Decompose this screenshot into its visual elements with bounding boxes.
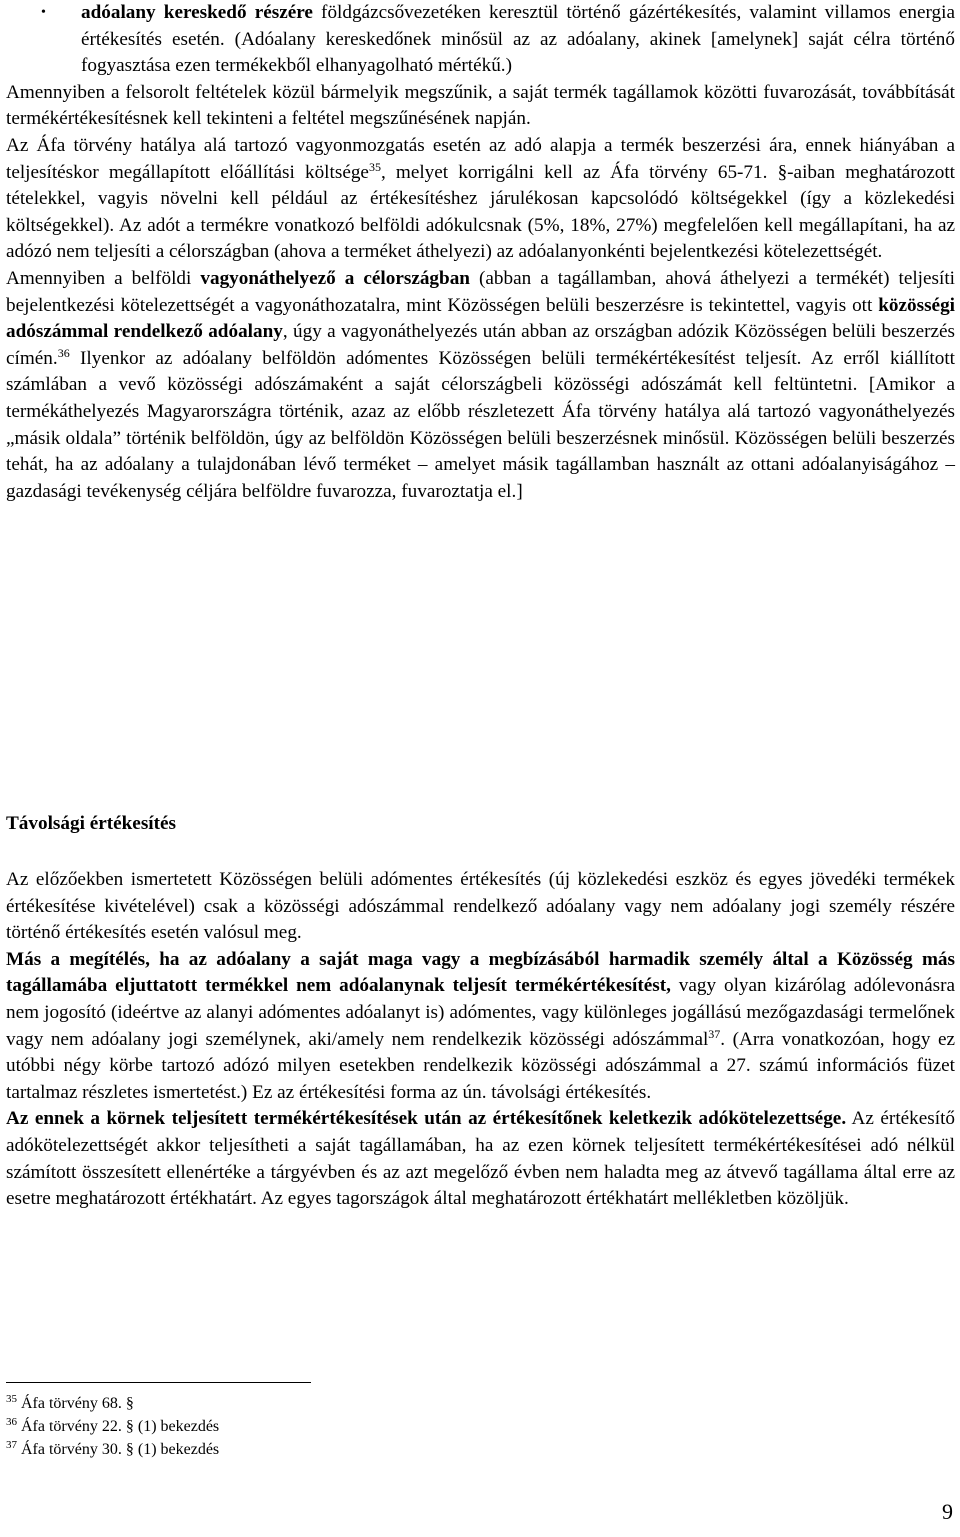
section-continuation [6,0,955,505]
bullet-bold-lead: adóalany kereskedő részére [81,2,313,23]
footnote [6,1438,219,1461]
list-item [6,0,955,80]
section-heading: Távolsági értékesítés [6,813,176,834]
footnote-divider [6,1382,311,1383]
paragraph-5-text-a: vagy olyan kizárólag adólevonásra nem jogosító (ideértve az alanyi adómentes adóalanyt is) adómentes, vagy különleges jogállású mezőgazdasági termelőnek vagy nem adóalany jogi személynek, aki/amely nem rendelkezik közösségi adószámmal [6,975,955,1050]
footnote-number: 37 [6,1439,17,1451]
paragraph-3-text-b: (abban a tagállamban, ahová áthelyezi a termékét) teljesíti bejelentkezési kötelezettségét a vagyonáthozatalra, mint Közösségen belüli beszerzésre is tekintettel, vagyis ott [6,267,955,316]
paragraph-3-bold-1: vagyonáthelyező a célországban [200,267,470,289]
bullet-body: földgázcsővezetéken keresztül történő gázértékesítés, valamint villamos energia értékesítés esetén. (Adóalany kereskedőnek minősül az az adóalany, akinek [amelynek] saját célra történő fogyasztása ezen termékekből elhanyagolható mértékű.) [81,2,955,77]
paragraph-5-bold: Más a megítélés, ha az adóalany a saját maga vagy a megbízásából harmadik személy által a Közösség más tagállamába eljuttatott termékkel nem adóalanynak teljesít termékértékesítést, [6,948,955,997]
footnote-ref-37: 37 [708,1026,721,1041]
paragraph-3-text-c: , úgy a vagyonáthelyezés után abban az országban adózik Közösségen belüli beszerzés címén. [6,321,955,369]
paragraph-4: Az előzőekben ismertetett Közösségen belüli adómentes értékesítés (új közlekedési eszköz és egyes jövedéki termékek értékesítése kivételével) csak a közösségi adószámmal rendelkező adóalany vagy nem adóalany jogi személy részére történő értékesítés esetén valósul meg. [6,869,955,944]
paragraph-3 [6,266,955,505]
paragraph-3-text-d: Ilyenkor az adóalany belföldön adómentes Közösségen belüli termékértékesítést teljesít. Az erről kiállított számlában a vevő közösségi adószámaként a saját célországbeli közösségi adószámát kell feltüntetni. [Amikor a termékáthelyezés Magyarországra történik, azaz az előbb részletezett Áfa törvény hatálya alá tartozó vagyonáthelyezés „másik oldala” történik belföldön, úgy az belföldön Közösségen belüli beszerzésnek minősül. Közösségen belüli beszerzés tehát, ha az adóalany a tulajdonában lévő terméket – amelyet másik tagállamban használt az ottani adóalanyiságához – gazdasági tevékenység céljára belföldre fuvarozza, fuvaroztatja el.] [6,347,955,502]
footnotes [6,1392,219,1461]
paragraph-6 [6,1106,955,1212]
paragraph-6-bold: Az ennek a körnek teljesített termékértékesítések után az értékesítőnek keletkezik adókötelezettsége. [6,1108,847,1130]
footnote-number: 36 [6,1416,17,1428]
footnote-text: Áfa törvény 30. § (1) bekezdés [17,1441,220,1458]
paragraph-3-text-a: Amennyiben a belföldi [6,267,201,289]
footnote [6,1392,219,1415]
footnote-text: Áfa törvény 22. § (1) bekezdés [17,1418,220,1435]
footnote-ref-35: 35 [368,159,381,174]
bullet-icon: • [41,5,46,20]
paragraph-6-text-a: Az értékesítő adókötelezettségét akkor teljesítheti a saját tagállamában, ha az ezen körnek teljesített termékértékesítései adó nélkül számított összesített ellenértéke a tárgyévben és az azt megelőző évben nem haladta meg az átvevő tagállama által erre az esetre meghatározott értékhatárt. Az egyes tagországok által meghatározott értékhatárt mellékletben közöljük. [6,1108,955,1210]
bullet-text [81,0,955,80]
page-number: 9 [942,1499,953,1524]
paragraph-5-text-b: . (Arra vonatkozóan, hogy ez utóbbi négy körbe tartozó adózó milyen esetekben rendelkezik közösségi adószámmal a 27. számú információs füzet tartalmaz részletes ismertetést.) Ez az értékesítési forma az ún. távolsági értékesítés. [6,1028,955,1103]
footnote-text: Áfa törvény 68. § [17,1395,134,1412]
paragraph-5 [6,947,955,1107]
paragraph-2-text-a: Az Áfa törvény hatálya alá tartozó vagyonmozgatás esetén az adó alapja a termék beszerzési ára, ennek hiányában a teljesítéskor megállapított előállítási költsége [6,134,955,183]
paragraph-2 [6,133,955,266]
footnote-ref-36: 36 [57,345,70,360]
footnote-number: 35 [6,1393,17,1405]
paragraph-2-text-b: , melyet korrigálni kell az Áfa törvény 65-71. §-aiban meghatározott tételekkel, vagyis növelni kell például az értékesítéshez járulékosan kapcsolódó költségekkel (így a közlekedési költségekkel). Az adót a termékre vonatkozó belföldi adókulcsnak (5%, 18%, 27%) megfelelően kell megállapítani, ha az adózó nem teljesíti a célországban (ahova a terméket áthelyezi) az adóalanyonkénti bejelentkezési kötelezettségét. [6,161,955,263]
footnote [6,1415,219,1438]
paragraph-3-bold-2: közösségi adószámmal rendelkező adóalany [6,294,955,343]
section-distance-selling [6,867,955,1213]
paragraph-1: Amennyiben a felsorolt feltételek közül bármelyik megszűnik, a saját termék tagállamok közötti fuvarozását, továbbítását termékértékesítésnek kell tekinteni a feltétel megszűnésének napján. [6,81,955,130]
